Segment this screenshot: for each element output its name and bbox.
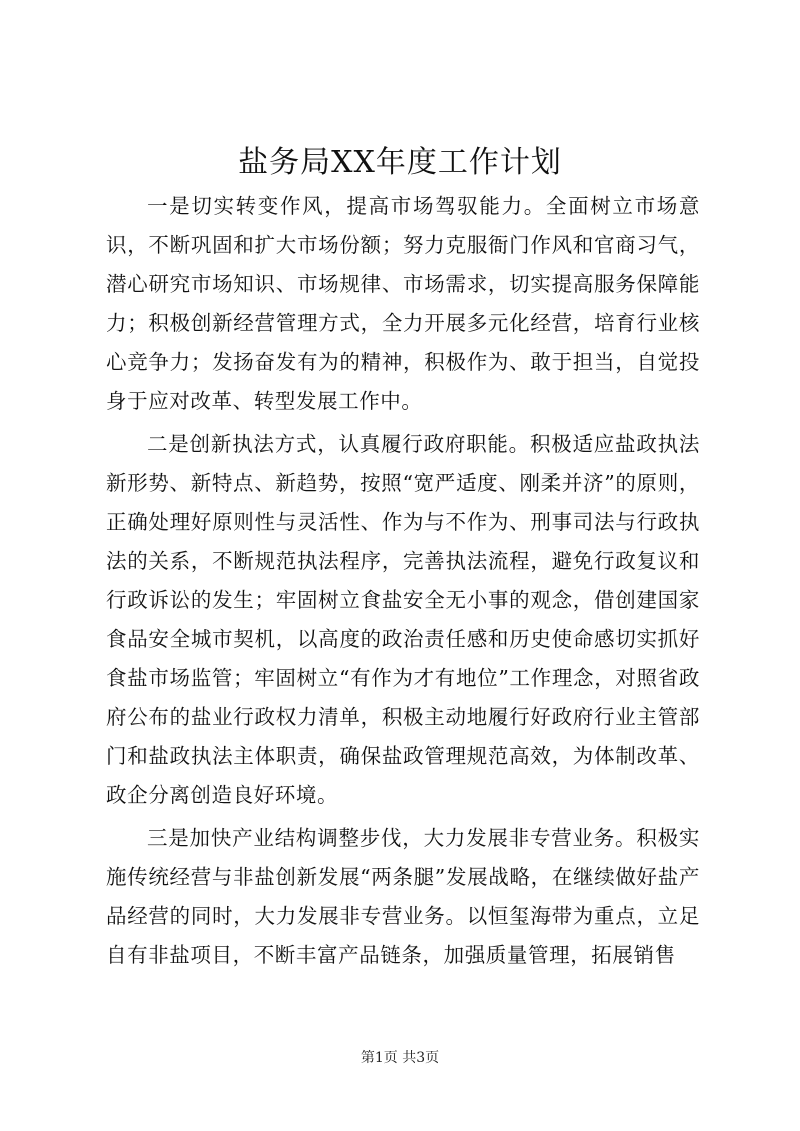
- paragraph-2: 二是创新执法方式，认真履行政府职能。积极适应盐政执法新形势、新特点、新趋势，按照“宽严适度、刚柔并济”的原则，正确处理好原则性与灵活性、作为与不作为、刑事司法与行政执法的关系，不断规范执法程序，完善执法流程，避免行政复议和行政诉讼的发生；牢固树立食盐安全无小事的观念，借创建国家食品安全城市契机，以高度的政治责任感和历史使命感切实抓好食盐市场监管；牢固树立“有作为才有地位”工作理念，对照省政府公布的盐业行政权力清单，积极主动地履行好政府行业主管部门和盐政执法主体职责，确保盐政管理规范高效，为体制改革、政企分离创造良好环境。: [106, 432, 700, 807]
- document-title: 盐务局XX年度工作计划: [238, 145, 562, 180]
- page-number-footer: 第1页 共3页: [360, 1050, 440, 1066]
- document-body: [106, 187, 700, 975]
- paragraph-1: 一是切实转变作风，提高市场驾驭能力。全面树立市场意识，不断巩固和扩大市场份额；努力克服衙门作风和官商习气，潜心研究市场知识、市场规律、市场需求，切实提高服务保障能力；积极创新经营管理方式，全力开展多元化经营，培育行业核心竞争力；发扬奋发有为的精神，积极作为、敢于担当，自觉投身于应对改革、转型发展工作中。: [106, 194, 700, 413]
- paragraph-3: 三是加快产业结构调整步伐，大力发展非专营业务。积极实施传统经营与非盐创新发展“两条腿”发展战略，在继续做好盐产品经营的同时，大力发展非专营业务。以恒玺海带为重点，立足自有非盐项目，不断丰富产品链条，加强质量管理，拓展销售: [106, 826, 700, 967]
